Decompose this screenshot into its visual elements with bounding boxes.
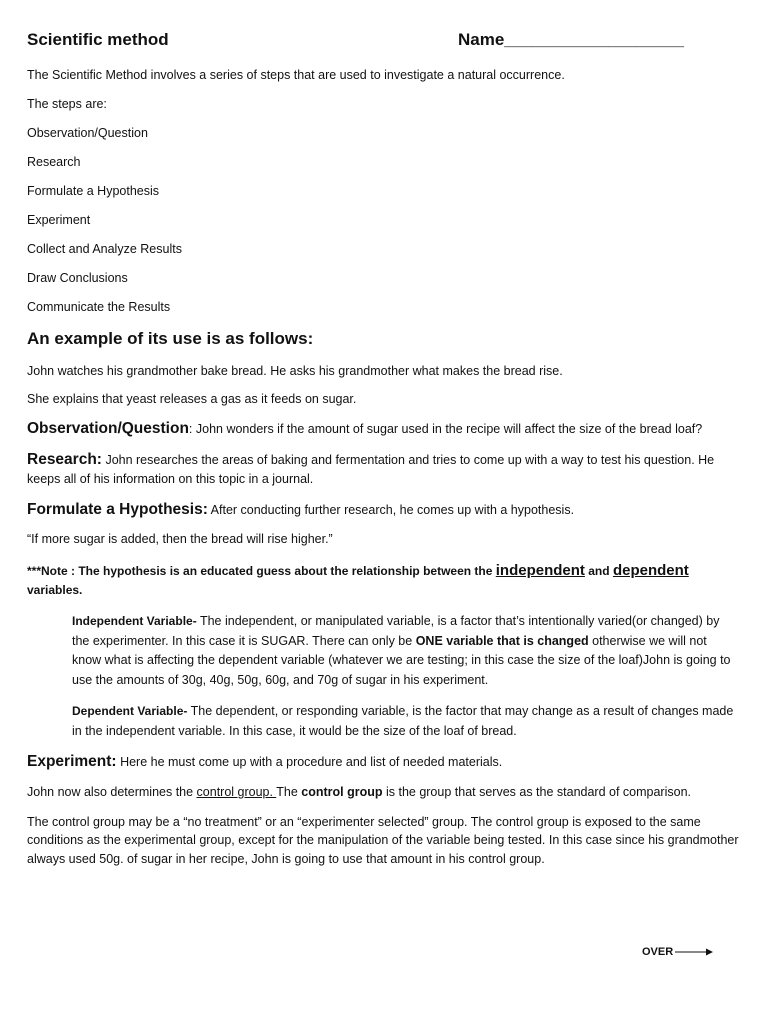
control-text-2: The xyxy=(276,785,302,799)
step-item: Communicate the Results xyxy=(27,300,171,314)
observation-lead: Observation/Question xyxy=(27,420,189,437)
note-prefix: ***Note : The hypothesis is an educated guess about the relationship between the xyxy=(27,564,496,578)
worksheet-page xyxy=(27,30,739,868)
right-arrow-icon xyxy=(675,947,713,957)
over-indicator xyxy=(642,946,713,958)
dependent-variable-paragraph xyxy=(72,702,739,741)
note-and: and xyxy=(584,564,613,578)
dependent-variable-text: The dependent, or responding variable, is the factor that may change as a result of changes made in the independent variable. In this case, it would be the size of the loaf of bread. xyxy=(72,704,734,738)
dependent-variable-term: Dependent Variable- xyxy=(72,704,188,718)
observation-section xyxy=(27,419,739,439)
intro-paragraph: The Scientific Method involves a series of steps that are used to investigate a natural occurrence. xyxy=(27,68,565,82)
step-item: Draw Conclusions xyxy=(27,271,128,285)
research-text: John researches the areas of baking and fermentation and tries to come up with a way to test his question. He keeps all of his information on this topic in a journal. xyxy=(27,453,715,486)
research-section xyxy=(27,450,739,489)
experiment-section xyxy=(27,752,739,772)
step-item: Observation/Question xyxy=(27,126,148,140)
control-group-paragraph-1 xyxy=(27,783,739,802)
hypothesis-section xyxy=(27,500,739,520)
control-group-paragraph-2: The control group may be a “no treatment” or an “experimenter selected” group. The control group is exposed to the same conditions as the experimental group, except for the manipulation of the variable being tested. In this case since his grandmother always used 50g. of sugar in her recipe, John is going to use that amount in his control group. xyxy=(27,814,739,866)
example-heading: An example of its use is as follows: xyxy=(27,329,314,348)
hypothesis-text: After conducting further research, he comes up with a hypothesis. xyxy=(207,503,575,517)
control-text-3: is the group that serves as the standard of comparison. xyxy=(382,785,692,799)
hypothesis-quote: “If more sugar is added, then the bread will rise higher.” xyxy=(27,532,333,546)
steps-list xyxy=(27,124,739,316)
step-item: Formulate a Hypothesis xyxy=(27,184,160,198)
independent-variable-term: Independent Variable- xyxy=(72,614,197,628)
hypothesis-lead: Formulate a Hypothesis: xyxy=(27,501,208,518)
story-paragraph-2: She explains that yeast releases a gas as it feeds on sugar. xyxy=(27,392,357,406)
control-text-1: John now also determines the xyxy=(27,785,197,799)
independent-variable-bold: ONE variable that is changed xyxy=(415,633,589,648)
note-suffix: variables. xyxy=(27,583,83,597)
research-lead: Research: xyxy=(27,451,102,468)
steps-label: The steps are: xyxy=(27,97,107,111)
experiment-lead: Experiment: xyxy=(27,753,117,770)
note-dependent: dependent xyxy=(612,562,689,579)
step-item: Collect and Analyze Results xyxy=(27,242,182,256)
independent-variable-text-2: otherwise we will not know what is affecting the dependent variable (whatever we are testing; in this case the size of the loaf)John is going to use the amounts of 30g, 40g, 50g, 60g, and 70g of sugar in his experiment. xyxy=(72,633,731,687)
note-independent: independent xyxy=(495,562,585,579)
control-underlined: control group. xyxy=(196,785,277,799)
step-item: Experiment xyxy=(27,213,91,227)
header-row xyxy=(27,30,739,54)
name-field: Name___________________ xyxy=(458,30,684,49)
control-bold: control group xyxy=(301,785,383,799)
step-item: Research xyxy=(27,155,81,169)
independent-variable-text-1: The independent, or manipulated variable, is a factor that’s intentionally varied(or changed) by the experimenter. In this case it is SUGAR. There can only be xyxy=(72,614,720,648)
over-label: OVER xyxy=(642,946,674,958)
note-paragraph xyxy=(27,561,739,600)
experiment-text: Here he must come up with a procedure and list of needed materials. xyxy=(116,755,503,769)
observation-text: : John wonders if the amount of sugar used in the recipe will affect the size of the bread loaf? xyxy=(188,422,703,436)
doc-title: Scientific method xyxy=(27,30,169,49)
story-paragraph-1: John watches his grandmother bake bread. He asks his grandmother what makes the bread rise. xyxy=(27,364,563,378)
independent-variable-paragraph xyxy=(72,612,739,690)
